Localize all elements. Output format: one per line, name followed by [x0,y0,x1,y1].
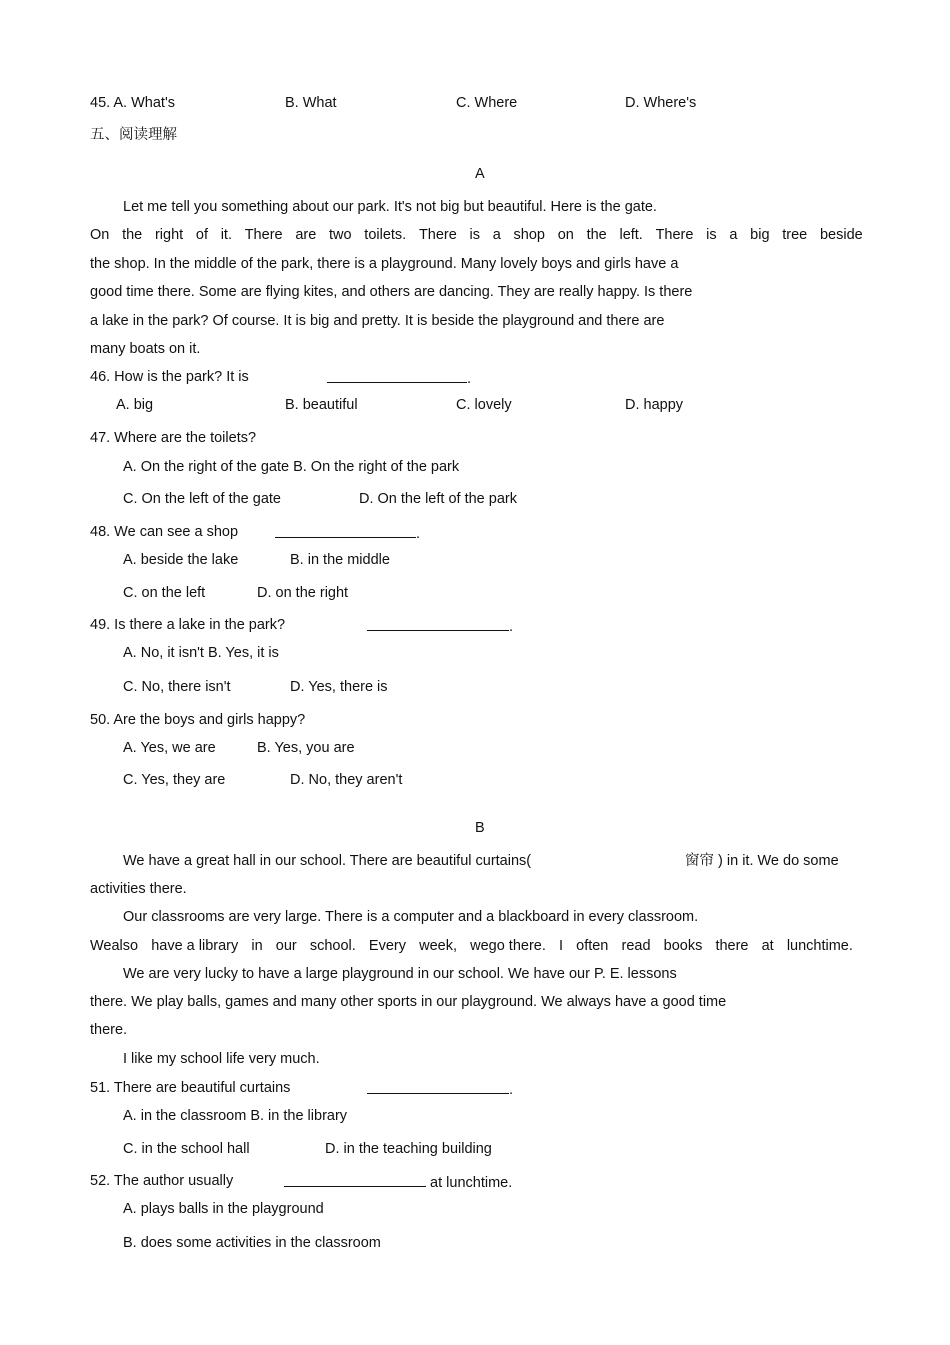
word: There [655,227,694,243]
word: read [621,938,651,954]
q49-option-c: C. No, there isn't [123,679,231,695]
word: Every [368,938,406,954]
q50-stem: 50. Are the boys and girls happy? [90,712,306,728]
q46-option-c: C. lovely [456,397,512,413]
q49-stem: 49. Is there a lake in the park? [90,617,286,633]
word: of [195,227,208,243]
word: There [244,227,283,243]
passage-a-label: A [475,166,485,182]
q48-option-c: C. on the left [123,585,206,601]
q48-option-d: D. on the right [257,585,349,601]
q49-options-ab: A. No, it isn't B. Yes, it is [123,645,279,661]
word: shop [513,227,545,243]
word: I [558,938,564,954]
passage-b-line: there. [90,1022,128,1038]
word: the [122,227,143,243]
q51-answer-blank[interactable] [367,1079,513,1099]
word: a [729,227,738,243]
word: often [576,938,609,954]
q48-option-a: A. beside the lake [123,552,239,568]
punctuation: . [509,1082,514,1098]
word: two [329,227,352,243]
word: at [761,938,774,954]
passage-a-line: good time there. Some are flying kites, and others are dancing. They are really happy. Is there [90,284,693,300]
passage-a-line: many boats on it. [90,341,201,357]
word: beside [819,227,863,243]
q45-option-d: D. Where's [625,95,697,111]
passage-b-line: there. We play balls, games and many other sports in our playground. We always have a good time [90,994,727,1010]
passage-b-line: 窗帘 ) in it. We do some [685,853,839,869]
q52-answer-blank[interactable] [284,1172,512,1192]
q47-option-d: D. On the left of the park [359,491,517,507]
word: toilets. [364,227,407,243]
q46-option-a: A. big [116,397,154,413]
q49-answer-blank[interactable] [367,616,513,636]
passage-b-line: Our classrooms are very large. There is a computer and a blackboard in every classroom. [123,909,699,925]
word: lunchtime. [786,938,853,954]
q46-option-d: D. happy [625,397,684,413]
word: our [275,938,297,954]
word: on [557,227,574,243]
passage-b-line: We have a great hall in our school. There are beautiful curtains( [123,853,532,869]
punctuation: . [509,619,514,635]
passage-a-line: a lake in the park? Of course. It is big and pretty. It is beside the playground and there are [90,313,665,329]
q48-answer-blank[interactable] [275,523,420,543]
word: big [750,227,770,243]
q50-option-a: A. Yes, we are [123,740,216,756]
q51-option-d: D. in the teaching building [325,1141,492,1157]
q52-stem: 52. The author usually [90,1173,234,1189]
q48-option-b: B. in the middle [290,552,390,568]
word: it. [220,227,232,243]
q47-option-c: C. On the left of the gate [123,491,281,507]
q47-options-ab: A. On the right of the gate B. On the right of the park [123,459,460,475]
q45-option-c: C. Where [456,95,518,111]
passage-b-line: I like my school life very much. [123,1051,320,1067]
word: have a library [151,938,239,954]
q46-stem: 46. How is the park? It is [90,369,249,385]
word: the [586,227,607,243]
passage-b-label: B [475,820,485,836]
passage-a-justified-line [90,226,863,244]
word: Wealso [90,938,139,954]
word: tree [782,227,808,243]
word: is [706,227,717,243]
q49-option-d: D. Yes, there is [290,679,388,695]
punctuation: . [416,526,421,542]
word: books [663,938,703,954]
word: there [715,938,749,954]
passage-b-line: We are very lucky to have a large playground in our school. We have our P. E. lessons [123,966,677,982]
passage-b-line: activities there. [90,881,187,897]
q50-option-c: C. Yes, they are [123,772,226,788]
word: are [295,227,317,243]
q46-answer-blank[interactable] [327,368,471,388]
q52-stem-end: at lunchtime. [430,1175,513,1191]
punctuation: . [467,371,472,387]
passage-b-justified-line [90,937,853,955]
passage-a-line: the shop. In the middle of the park, there is a playground. Many lovely boys and girls have a [90,256,679,272]
word: left. [619,227,643,243]
word: week, [419,938,457,954]
q50-option-b: B. Yes, you are [257,740,355,756]
q46-option-b: B. beautiful [285,397,358,413]
q51-options-ab: A. in the classroom B. in the library [123,1108,348,1124]
word: in [251,938,263,954]
q51-stem: 51. There are beautiful curtains [90,1080,291,1096]
passage-a-line: Let me tell you something about our park. It's not big but beautiful. Here is the gate. [123,199,657,215]
q51-option-c: C. in the school hall [123,1141,250,1157]
word: There [418,227,457,243]
q52-option-a: A. plays balls in the playground [123,1201,324,1217]
q45-option-b: B. What [285,95,337,111]
word: On [90,227,110,243]
word: a [492,227,501,243]
q50-option-d: D. No, they aren't [290,772,403,788]
section-title: 五、阅读理解 [90,127,177,143]
q52-option-b: B. does some activities in the classroom [123,1235,381,1251]
word: is [469,227,481,243]
word: school. [309,938,356,954]
word: wego there. [470,938,546,954]
q48-stem: 48. We can see a shop [90,524,239,540]
q45-option-a: 45. A. What's [90,95,175,111]
q47-stem: 47. Where are the toilets? [90,430,257,446]
word: right [154,227,184,243]
